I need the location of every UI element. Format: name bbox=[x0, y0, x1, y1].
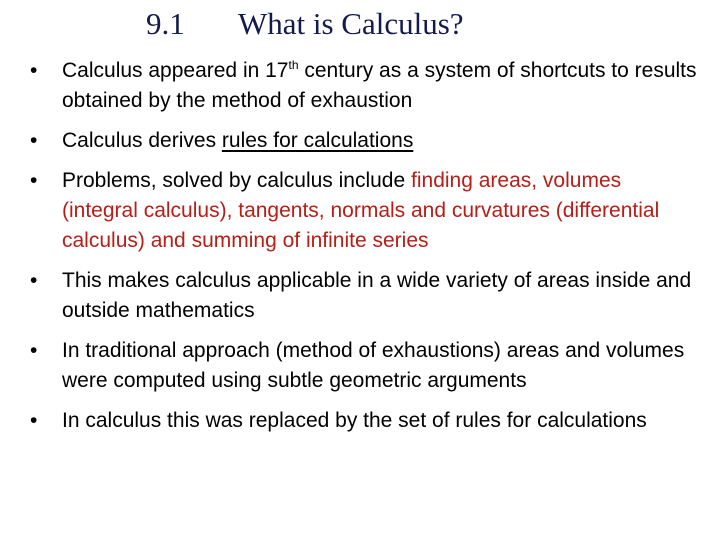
bullet-item bbox=[0, 56, 700, 116]
bullet-dot: • bbox=[30, 129, 38, 152]
bullet-item bbox=[0, 336, 700, 396]
underlined-text: rules for calculations bbox=[221, 129, 414, 152]
bullet-text: Calculus appeared in 17 bbox=[62, 59, 289, 82]
bullet-item bbox=[0, 406, 700, 436]
bullet-dot: • bbox=[30, 269, 38, 292]
bullet-dot: • bbox=[30, 59, 38, 82]
superscript-th: th bbox=[288, 58, 299, 72]
bullet-item bbox=[0, 266, 700, 326]
bullet-dot: • bbox=[30, 409, 38, 432]
section-number: 9.1 bbox=[146, 6, 185, 41]
slide-title bbox=[146, 6, 464, 42]
bullet-text: Problems, solved by calculus include bbox=[62, 169, 412, 192]
bullet-text: This makes calculus applicable in a wide variety of areas inside and outside mathematics bbox=[62, 269, 692, 322]
bullet-text: In traditional approach (method of exhaustions) areas and volumes were computed using subtle geometric arguments bbox=[62, 339, 685, 392]
bullet-dot: • bbox=[30, 169, 38, 192]
bullet-text: In calculus this was replaced by the set of rules for calculations bbox=[62, 409, 647, 432]
bullet-text-cont: century as a system of shortcuts to results obtained by the method of exhaustion bbox=[62, 59, 697, 112]
bullet-text: Calculus derives bbox=[62, 129, 222, 152]
bullet-item bbox=[0, 126, 700, 156]
bullet-list bbox=[0, 56, 700, 446]
bullet-item bbox=[0, 166, 700, 256]
title-text: What is Calculus? bbox=[238, 6, 464, 41]
highlighted-text: finding areas, volumes (integral calculus), tangents, normals and curvatures (differential calculus) and summing of infinite series bbox=[62, 169, 660, 252]
bullet-dot: • bbox=[30, 339, 38, 362]
